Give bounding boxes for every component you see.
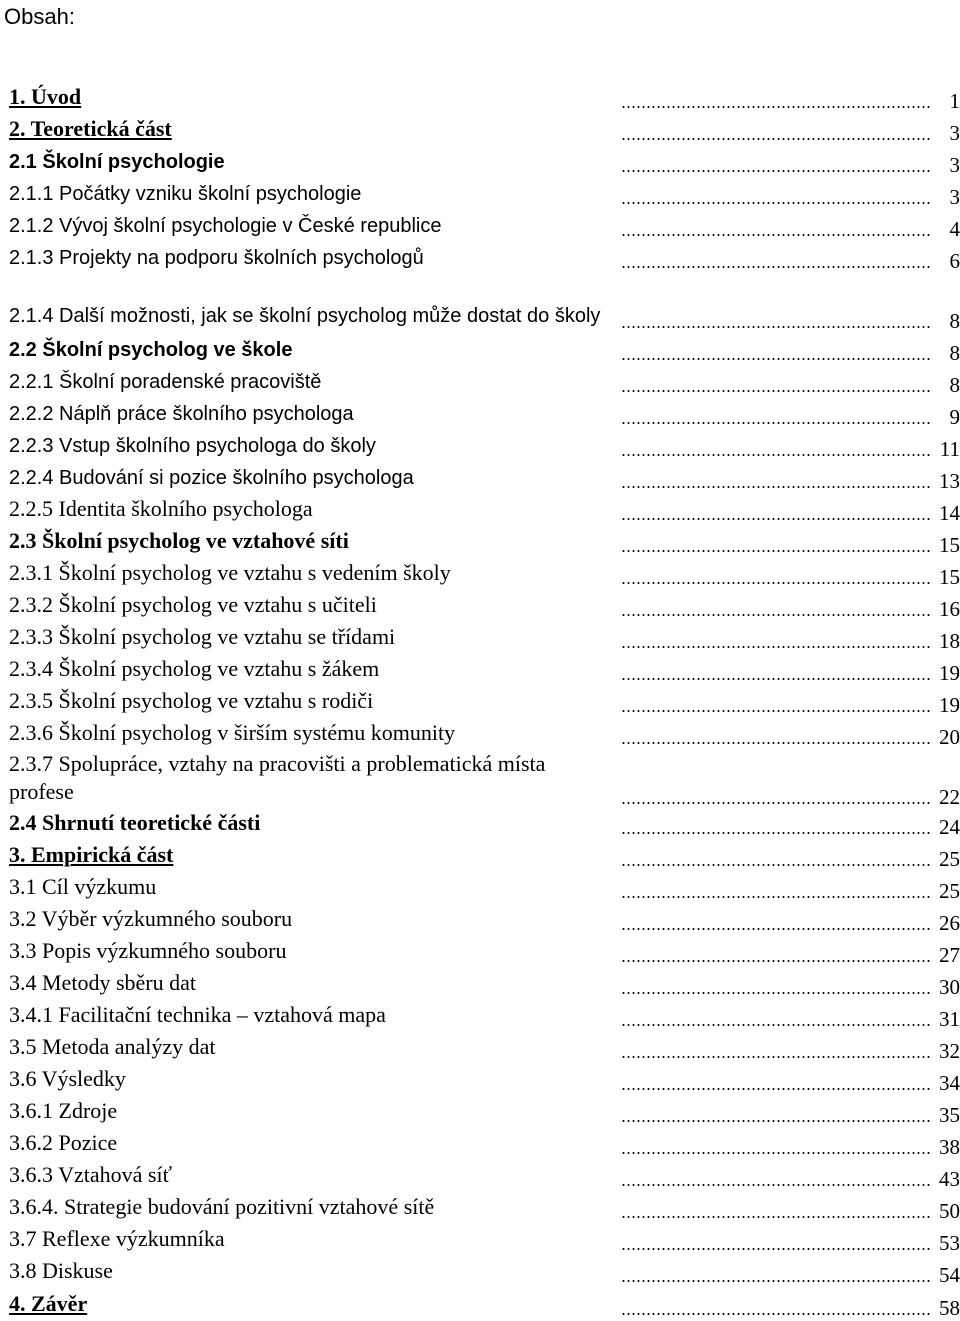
toc-entry-page: 16 (939, 597, 960, 621)
toc-entry[interactable] (9, 808, 960, 839)
toc-entry-title[interactable]: 2.1.2 Vývoj školní psychologie v České republice (9, 215, 442, 237)
toc-entry[interactable] (9, 840, 960, 871)
toc-entry-title[interactable]: 2.1 Školní psychologie (9, 151, 225, 173)
toc-entry-title[interactable]: 2.3 Školní psycholog ve vztahové síti (9, 528, 349, 553)
toc-entry[interactable] (9, 968, 960, 999)
toc-entry[interactable] (9, 494, 960, 525)
toc-entry[interactable] (9, 274, 960, 333)
toc-entry-title[interactable]: 2.2.4 Budování si pozice školního psychologa (9, 467, 414, 489)
toc-dot-leader (621, 1088, 931, 1090)
toc-entry[interactable] (9, 1064, 960, 1095)
toc-dot-leader (621, 678, 931, 680)
toc-dot-leader (621, 106, 931, 108)
toc-entry-page: 53 (939, 1231, 960, 1255)
toc-entry-title[interactable]: 2.3.3 Školní psycholog ve vztahu se třídami (9, 624, 396, 649)
toc-entry[interactable] (9, 1289, 960, 1320)
toc-dot-leader (621, 1216, 931, 1218)
toc-entry[interactable] (9, 1096, 960, 1127)
toc-entry-title[interactable]: 3.6.2 Pozice (9, 1130, 118, 1155)
toc-entry-title[interactable]: 4. Závěr (9, 1291, 88, 1316)
page-heading: Obsah: (4, 4, 75, 29)
toc-entry-page: 13 (939, 469, 960, 493)
toc-entry[interactable] (9, 1000, 960, 1031)
toc-entry-page: 25 (939, 847, 960, 871)
toc-entry-page: 26 (939, 911, 960, 935)
toc-entry-title[interactable]: 2.2 Školní psycholog ve škole (9, 339, 293, 361)
toc-entry[interactable] (9, 558, 960, 589)
toc-entry[interactable] (9, 936, 960, 967)
toc-entry[interactable] (9, 114, 960, 145)
toc-entry-title[interactable]: 3.2 Výběr výzkumného souboru (9, 906, 293, 931)
toc-entry-page: 19 (939, 661, 960, 685)
toc-dot-leader (621, 550, 931, 552)
toc-dot-leader (621, 358, 931, 360)
toc-dot-leader (621, 1024, 931, 1026)
toc-entry-title[interactable]: 3.4 Metody sběru dat (9, 970, 196, 995)
toc-entry-page: 32 (939, 1039, 960, 1063)
toc-dot-leader (621, 896, 931, 898)
toc-entry-title[interactable]: 2.1.3 Projekty na podporu školních psychologů (9, 247, 424, 269)
toc-entry-page: 9 (949, 405, 960, 429)
toc-entry-page: 35 (939, 1103, 960, 1127)
toc-entry[interactable] (9, 718, 960, 749)
toc-entry-page: 25 (939, 879, 960, 903)
toc-entry-title[interactable]: 3.5 Metoda analýzy dat (9, 1034, 216, 1059)
toc-entry-title[interactable]: 2.1.1 Počátky vzniku školní psychologie (9, 183, 362, 205)
toc-entry-page: 3 (949, 185, 960, 209)
toc-entry-title[interactable]: 3.6.3 Vztahová síť (9, 1162, 172, 1187)
toc-entry-page: 14 (939, 501, 960, 525)
toc-entry-page: 43 (939, 1167, 960, 1191)
toc-entry[interactable] (9, 686, 960, 717)
toc-entry-page: 8 (949, 309, 960, 333)
toc-entry[interactable] (9, 146, 960, 177)
toc-entry-page: 8 (949, 341, 960, 365)
toc-entry-title[interactable]: 2.3.5 Školní psycholog ve vztahu s rodiči (9, 688, 374, 713)
toc-dot-leader (621, 234, 931, 236)
toc-dot-leader (621, 390, 931, 392)
toc-dot-leader (621, 1184, 931, 1186)
toc-entry-title[interactable]: 1. Úvod (9, 84, 82, 109)
toc-dot-leader (621, 1313, 931, 1315)
toc-entry-page: 27 (939, 943, 960, 967)
toc-entry-page: 30 (939, 975, 960, 999)
toc-dot-leader (621, 326, 931, 328)
toc-dot-leader (621, 1152, 931, 1154)
toc-entry-title[interactable]: 2.2.5 Identita školního psychologa (9, 496, 313, 521)
toc-entry[interactable] (9, 1224, 960, 1255)
toc-entry-title[interactable]: 3.7 Reflexe výzkumníka (9, 1226, 225, 1251)
toc-dot-leader (621, 960, 931, 962)
toc-entry-title[interactable]: 2. Teoretická část (9, 116, 172, 141)
toc-dot-leader (621, 742, 931, 744)
toc-dot-leader (621, 832, 931, 834)
toc-entry-title[interactable]: 3.6 Výsledky (9, 1066, 126, 1091)
toc-entry-title[interactable]: 2.3.6 Školní psycholog v širším systému komunity (9, 720, 456, 745)
toc-entry[interactable] (9, 1256, 960, 1287)
toc-entry-title[interactable]: 3.1 Cíl výzkumu (9, 874, 157, 899)
toc-entry[interactable] (9, 526, 960, 557)
toc-entry-page: 22 (939, 785, 960, 809)
toc-entry-page: 6 (949, 249, 960, 273)
toc-entry[interactable] (9, 334, 960, 365)
toc-entry-page: 1 (949, 89, 960, 113)
toc-entry-page: 31 (939, 1007, 960, 1031)
toc-entry-page: 11 (939, 437, 960, 461)
toc-dot-leader (621, 928, 931, 930)
toc-dot-leader (621, 202, 931, 204)
toc-entry-page: 58 (939, 1296, 960, 1320)
toc-entry-title[interactable]: 2.3.1 Školní psycholog ve vztahu s vedením školy (9, 560, 451, 585)
toc-dot-leader (621, 802, 931, 804)
toc-entry-page: 38 (939, 1135, 960, 1159)
toc-dot-leader (621, 710, 931, 712)
toc-dot-leader (621, 170, 931, 172)
toc-entry[interactable] (9, 1032, 960, 1063)
toc-entry[interactable] (9, 462, 960, 493)
toc-dot-leader (621, 1280, 931, 1282)
toc-entry[interactable] (9, 366, 960, 397)
toc-dot-leader (621, 864, 931, 866)
toc-entry-title[interactable]: 2.3.4 Školní psycholog ve vztahu s žákem (9, 656, 380, 681)
toc-entry[interactable] (9, 398, 960, 429)
toc-entry-title[interactable]: 2.4 Shrnutí teoretické části (9, 810, 261, 835)
toc-dot-leader (621, 454, 931, 456)
toc-dot-leader (621, 1120, 931, 1122)
toc-dot-leader (621, 486, 931, 488)
toc-entry-title[interactable]: 2.2.2 Náplň práce školního psychologa (9, 403, 354, 425)
toc-entry[interactable] (9, 430, 960, 461)
toc-entry-title[interactable]: 3.6.4. Strategie budování pozitivní vztahové sítě (9, 1194, 435, 1219)
toc-entry[interactable] (9, 904, 960, 935)
toc-entry[interactable] (9, 210, 960, 241)
toc-entry[interactable] (9, 622, 960, 653)
toc-entry-page: 15 (939, 565, 960, 589)
toc-entry-title[interactable]: 2.2.3 Vstup školního psychologa do školy (9, 435, 376, 457)
toc-dot-leader (621, 646, 931, 648)
toc-entry-title[interactable]: 3.3 Popis výzkumného souboru (9, 938, 287, 963)
toc-entry-title[interactable]: 3.8 Diskuse (9, 1258, 113, 1283)
toc-dot-leader (621, 422, 931, 424)
toc-entry-page: 8 (949, 373, 960, 397)
toc-entry-page: 34 (939, 1071, 960, 1095)
toc-entry[interactable] (9, 590, 960, 621)
toc-entry-page: 18 (939, 629, 960, 653)
toc-entry-page: 54 (939, 1263, 960, 1287)
toc-dot-leader (621, 138, 931, 140)
toc-entry-page: 19 (939, 693, 960, 717)
toc-dot-leader (621, 1248, 931, 1250)
toc-dot-leader (621, 1056, 931, 1058)
toc-entry[interactable] (9, 872, 960, 903)
toc-dot-leader (621, 992, 931, 994)
toc-entry[interactable] (9, 1160, 960, 1191)
toc-dot-leader (621, 582, 931, 584)
toc-entry-title[interactable]: 2.1.4 Další možnosti, jak se školní psycholog může dostat do školy (9, 305, 601, 327)
toc-entry[interactable] (9, 1128, 960, 1159)
toc-entry[interactable] (9, 750, 960, 809)
toc-entry-title[interactable]: 2.2.1 Školní poradenské pracoviště (9, 371, 322, 393)
toc-entry-page: 20 (939, 725, 960, 749)
toc-entry-page: 3 (949, 121, 960, 145)
toc-dot-leader (621, 614, 931, 616)
toc-entry-title[interactable]: 3.4.1 Facilitační technika – vztahová mapa (9, 1002, 386, 1027)
toc-entry-page: 50 (939, 1199, 960, 1223)
toc-entry-title[interactable]: 3. Empirická část (9, 842, 174, 867)
toc-entry-title[interactable]: 2.3.2 Školní psycholog ve vztahu s učiteli (9, 592, 377, 617)
toc-entry-title[interactable]: 2.3.7 Spolupráce, vztahy na pracovišti a problematická místa profese (9, 751, 546, 804)
toc-entry[interactable] (9, 178, 960, 209)
toc-entry-page: 3 (949, 153, 960, 177)
toc-entry-title[interactable]: 3.6.1 Zdroje (9, 1098, 118, 1123)
toc-dot-leader (621, 518, 931, 520)
toc-entry[interactable] (9, 242, 960, 273)
toc-entry[interactable] (9, 654, 960, 685)
toc-entry-page: 4 (949, 217, 960, 241)
toc-entry-page: 24 (939, 815, 960, 839)
toc-dot-leader (621, 266, 931, 268)
toc-entry[interactable] (9, 82, 960, 113)
toc-entry-page: 15 (939, 533, 960, 557)
toc-entry[interactable] (9, 1192, 960, 1223)
